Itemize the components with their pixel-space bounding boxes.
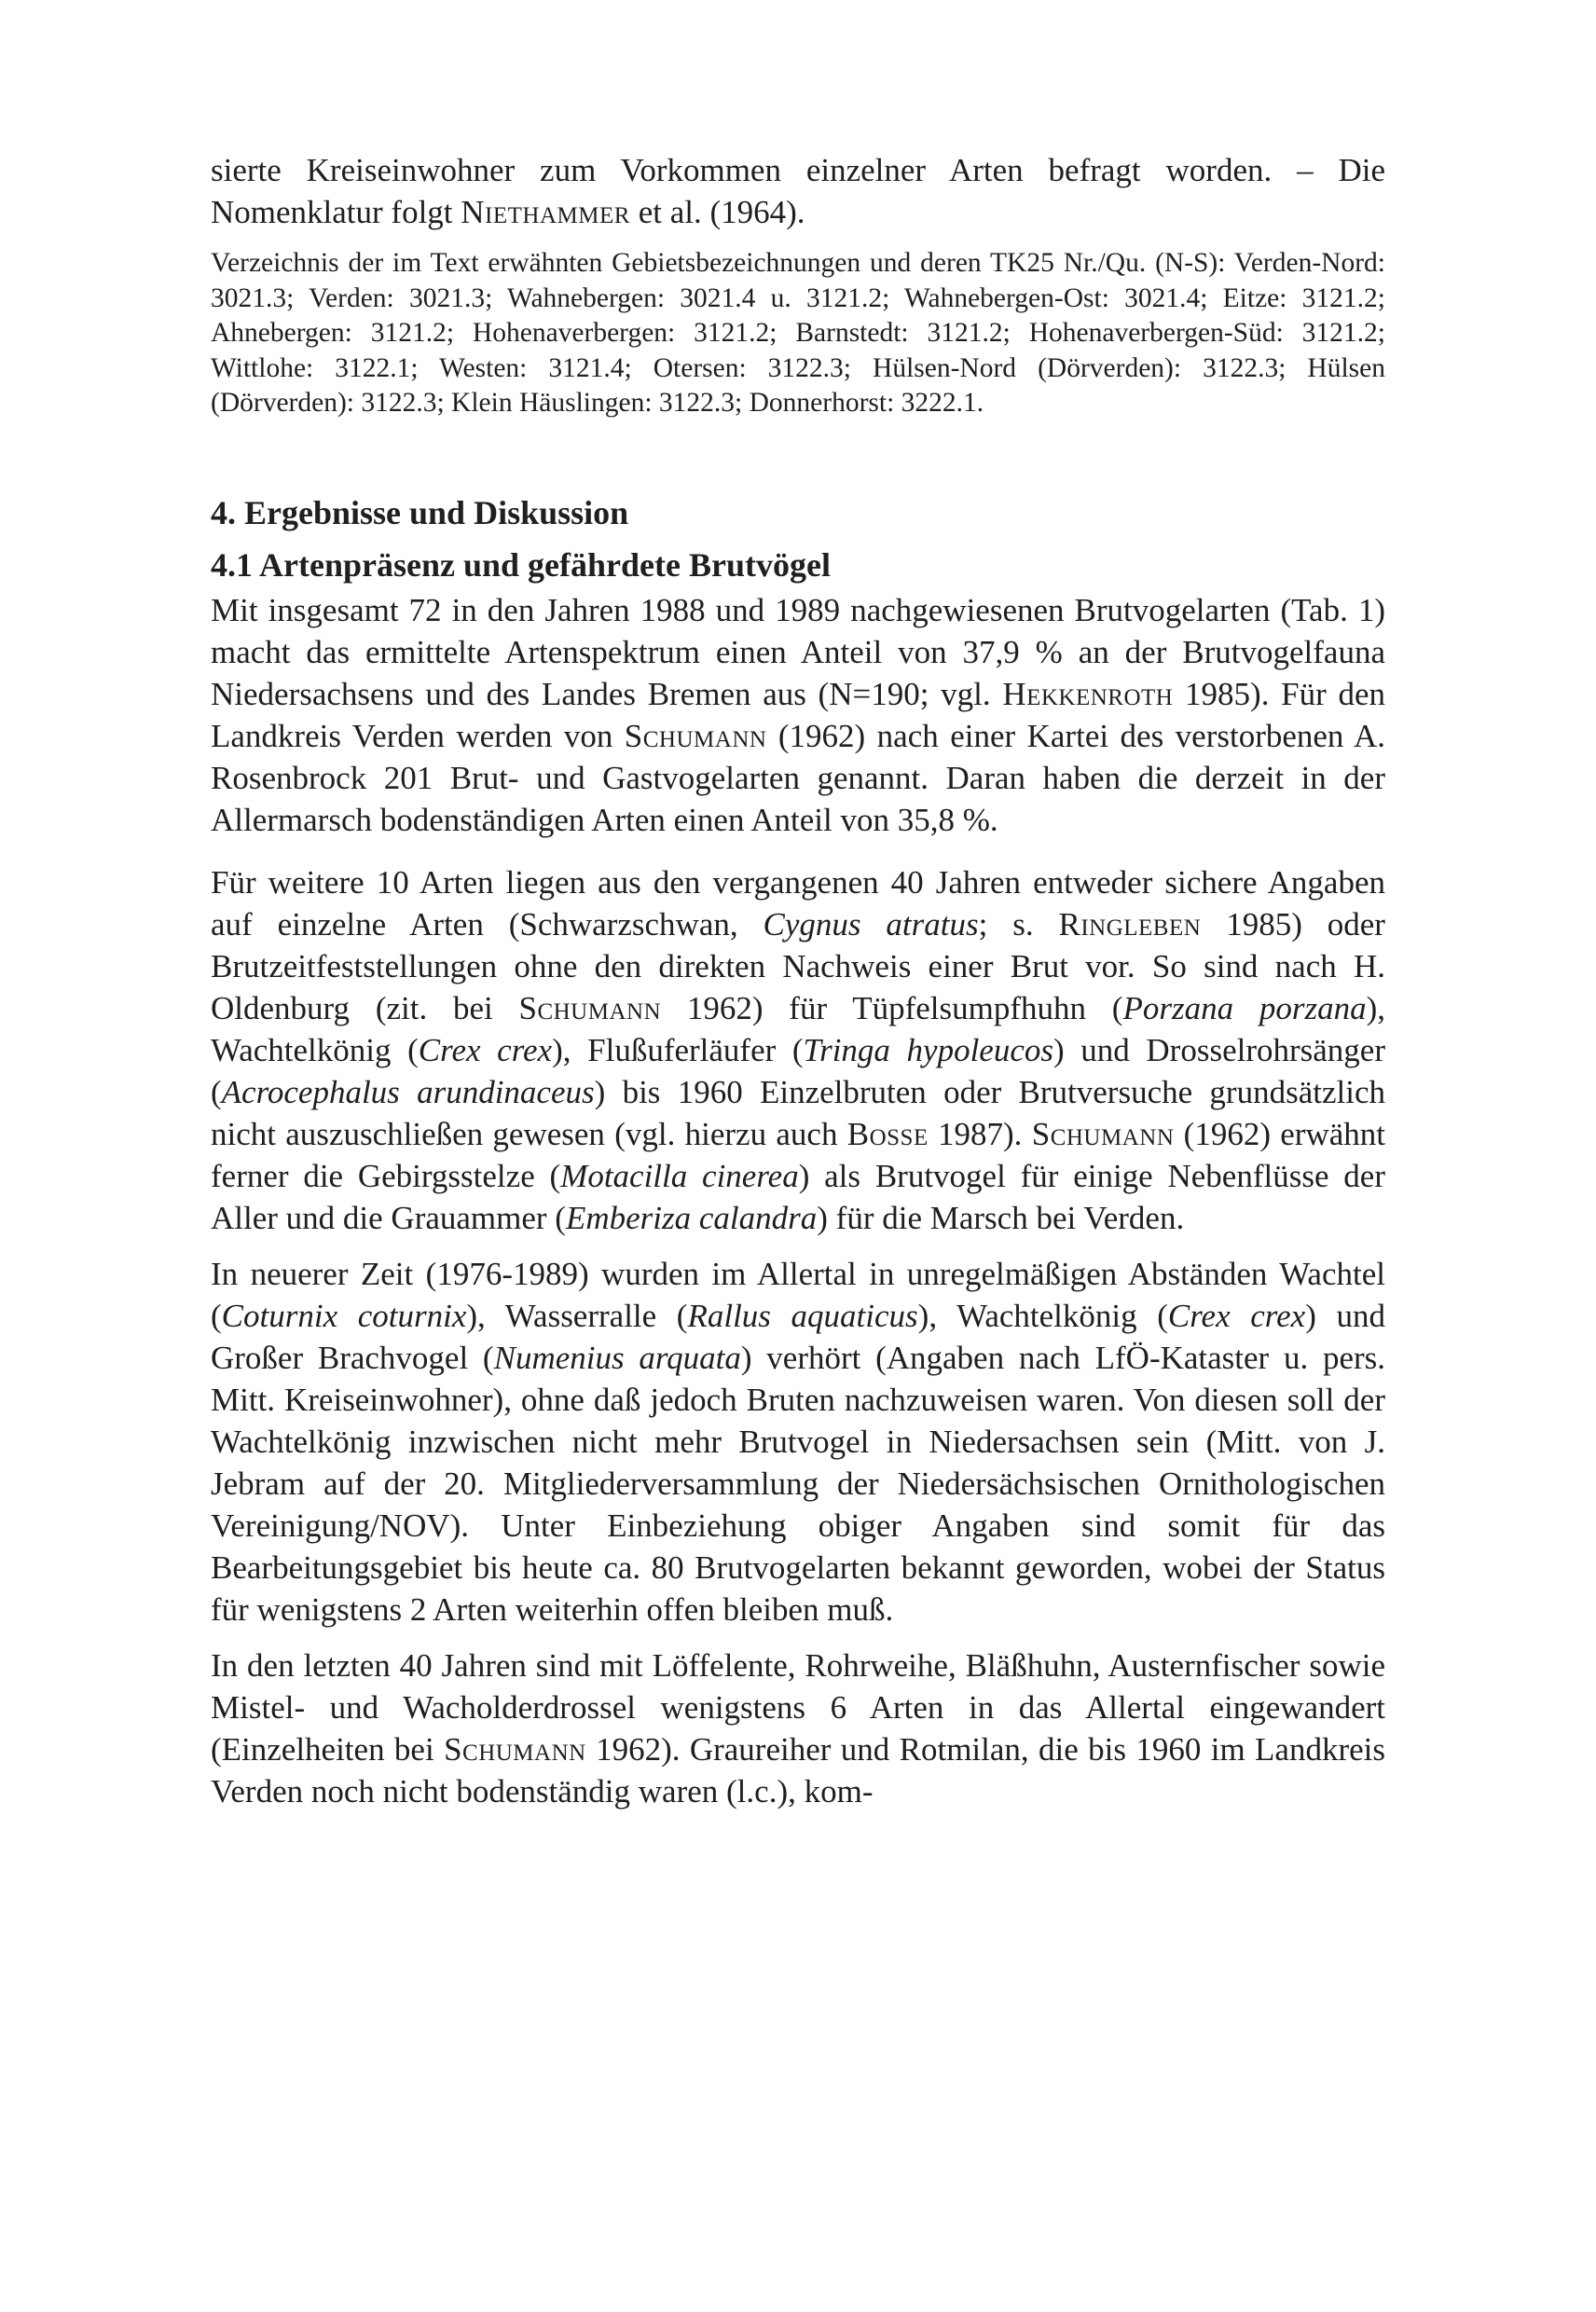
paragraph-1 (211, 589, 1385, 841)
p2-text-a: Für weitere 10 Arten liegen aus den vergangenen 40 Jahren entweder sichere Angaben auf einzelne Arten (Schwarzschwan, (211, 863, 1385, 943)
species-name: Coturnix coturnix (221, 1297, 467, 1334)
p2-text-g: ) und Drosselrohrsänger ( (211, 1031, 1385, 1110)
p3-text-b: ), Wasserralle ( (466, 1297, 688, 1334)
p3-text-e: ) verhört (Angaben nach LfÖ-Kataster u. pers. Mitt. Kreiseinwohner), ohne daß jedoch Bruten nachzuweisen waren. Von diesen soll der Wachtelkönig inzwischen nicht mehr Brutvogel in Niedersachsen sein (Mitt. von J. Jebram auf der 20. Mitgliederversammlung der Niedersächsischen Ornithologischen Vereinigung/NOV). Unter Einbeziehung obiger Angaben sind somit für das Bearbeitungsgebiet bis heute ca. 80 Brutvogelarten bekannt geworden, wobei der Status für wenigstens 2 Arten weiterhin offen bleiben muß. (211, 1339, 1386, 1628)
p2-text-k: ) als Brutvogel für einige Nebenflüsse der Aller und die Grauammer ( (211, 1157, 1385, 1236)
species-name: Crex crex (1167, 1297, 1306, 1334)
paragraph-4 (211, 1645, 1385, 1812)
species-name: Motacilla cinerea (560, 1157, 799, 1194)
author-citation: Schumann (444, 1730, 586, 1768)
author-citation: Schumann (624, 717, 767, 754)
p1-text-a: Mit insgesamt 72 in den Jahren 1988 und 1989 nachgewiesenen Brutvogelarten (Tab. 1) macht das ermittelte Artenspektrum einen Anteil von 37,9 % an der Brutvogelfauna Niedersachsens und des Landes Bremen aus (N=190; vgl. (211, 591, 1385, 712)
p2-text-c: 1985) oder Brutzeitfeststellungen ohne den direkten Nachweis einer Brut vor. So sind nach H. Oldenburg (zit. bei (211, 905, 1385, 1026)
author-citation: Schumann (518, 989, 662, 1026)
author-citation: Bosse (846, 1115, 929, 1152)
p2-text-h: ) bis 1960 Einzelbruten oder Brutversuche grundsätzlich nicht auszuschließen gewesen (vgl. hierzu auch (211, 1073, 1385, 1152)
species-name: Porzana porzana (1122, 989, 1367, 1026)
p2-text-i: 1987). (928, 1115, 1032, 1152)
intro-text: sierte Kreiseinwohner zum Vorkommen einzelner Arten befragt worden. – Die Nomenklatur folgt (211, 152, 1385, 230)
p1-text-b: 1985). Für den Landkreis Verden werden von (211, 675, 1386, 754)
species-name: Crex crex (418, 1031, 553, 1068)
p4-text-a: In den letzten 40 Jahren sind mit Löffelente, Rohrweihe, Bläßhuhn, Austernfischer sowie Mistel- und Wacholderdrossel wenigstens 6 Arten in das Allertal eingewandert (Einzelheiten bei (211, 1646, 1385, 1768)
species-name: Tringa hypoleucos (803, 1031, 1053, 1068)
p2-text-l: ) für die Marsch bei Verden. (817, 1199, 1185, 1236)
p4-text-b: 1962). Graureiher und Rotmilan, die bis 1960 im Landkreis Verden noch nicht bodenständig waren (l.c.), kom- (211, 1730, 1385, 1810)
author-citation: Niethammer (461, 194, 630, 230)
subsection-heading: 4.1 Artenpräsenz und gefährdete Brutvögel (211, 545, 831, 584)
paragraph-3 (211, 1253, 1385, 1631)
p2-text-d: 1962) für Tüpfelsumpfhuhn ( (661, 989, 1123, 1026)
p3-text-d: ) und Großer Brachvogel ( (211, 1297, 1385, 1376)
p2-text-j: (1962) erwähnt ferner die Gebirgsstelze ( (211, 1115, 1385, 1194)
intro-paragraph (211, 149, 1385, 233)
locations-note: Verzeichnis der im Text erwähnten Gebietsbezeichnungen und deren TK25 Nr./Qu. (N-S): Verden-Nord: 3021.3; Verden: 3021.3; Wahnebergen: 3021.4 u. 3121.2; Wahnebergen-Ost: 3021.4; Eitze: 3121.2; Ahnebergen: 3121.2; Hohenaverbergen: 3121.2; Barnstedt: 3121.2; Hohenaverbergen-Süd: 3121.2; Wittlohe: 3122.1; Westen: 3121.4; Otersen: 3122.3; Hülsen-Nord (Dörverden): 3122.3; Hülsen (Dörverden): 3122.3; Klein Häuslingen: 3122.3; Donnerhorst: 3222.1. (211, 248, 1385, 418)
species-name: Numenius arquata (493, 1339, 741, 1376)
paragraph-2 (211, 861, 1385, 1239)
author-citation: Ringleben (1058, 905, 1202, 943)
species-name: Rallus aquaticus (687, 1297, 918, 1334)
author-citation: Hekkenroth (1002, 675, 1174, 712)
p1-text-c: (1962) nach einer Kartei des verstorbenen A. Rosenbrock 201 Brut- und Gastvogelarten genannt. Daran haben die derzeit in der Allermarsch bodenständigen Arten einen Anteil von 35,8 %. (211, 717, 1385, 838)
p3-text-a: In neuerer Zeit (1976-1989) wurden im Allertal in unregelmäßigen Abständen Wachtel ( (211, 1255, 1385, 1334)
intro-text-end: et al. (1964). (629, 194, 805, 230)
p2-text-b: ; s. (978, 905, 1059, 943)
p2-text-f: ), Flußuferläufer ( (552, 1031, 804, 1068)
section-heading: 4. Ergebnisse und Diskussion (211, 493, 629, 531)
species-name: Cygnus atratus (763, 905, 979, 943)
p3-text-c: ), Wachtelkönig ( (917, 1297, 1168, 1334)
p2-text-e: ), Wachtelkönig ( (211, 989, 1385, 1068)
species-name: Acrocephalus arundinaceus (221, 1073, 595, 1110)
text-column (211, 149, 1385, 1812)
author-citation: Schumann (1031, 1115, 1175, 1152)
species-name: Emberiza calandra (565, 1199, 818, 1236)
